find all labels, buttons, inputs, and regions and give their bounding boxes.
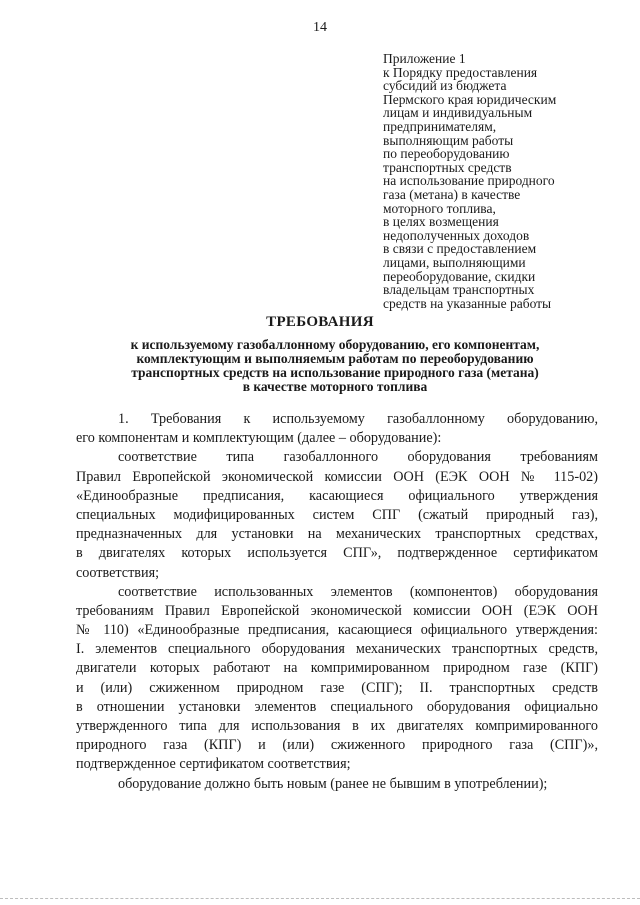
body-line: двигатели которых работают на компримированном природном газе (КПГ) bbox=[76, 660, 598, 677]
appendix-line: владельцам транспортных bbox=[383, 282, 535, 298]
body-line: его компонентам и комплектующим (далее – оборудование): bbox=[76, 430, 442, 447]
bottom-rule bbox=[0, 898, 640, 900]
subtitle-line: транспортных средств на использование природного газа (метана) bbox=[131, 365, 539, 380]
body-line: № 110) «Единообразные предписания, касающиеся официального утверждения: bbox=[76, 622, 598, 639]
body-line: специальных модифицированных систем СПГ (сжатый природный газ), bbox=[76, 506, 598, 523]
body-line: природного газа (КПГ) и (или) сжиженного природного газа (СПГ)», bbox=[76, 737, 598, 754]
appendix-line: средств на указанные работы bbox=[383, 295, 552, 311]
body-line: в отношении установки элементов специального оборудования официально bbox=[76, 698, 598, 715]
document-subtitle bbox=[70, 338, 600, 394]
subtitle-line: в качестве моторного топлива bbox=[242, 379, 428, 394]
appendix-line: Приложение 1 bbox=[383, 51, 466, 66]
appendix-line: транспортных средств bbox=[383, 159, 512, 175]
body-line: предназначенных для установки на механических транспортных средствах, bbox=[76, 526, 598, 543]
appendix-line: субсидий из бюджета bbox=[383, 78, 507, 94]
body-line: I. элементов специального оборудования механических транспортных средств, bbox=[76, 641, 598, 658]
appendix-line: по переоборудованию bbox=[383, 146, 510, 162]
appendix-line: лицами, выполняющими bbox=[383, 254, 526, 270]
document-body bbox=[76, 410, 598, 794]
body-line: требованиям Правил Европейской экономической комиссии ООН (ЕЭК ООН bbox=[76, 602, 598, 619]
appendix-line: на использование природного bbox=[383, 173, 555, 189]
body-line: в двигателях которых используется СПГ», подтвержденное сертификатом bbox=[76, 545, 598, 562]
page-number: 14 bbox=[313, 20, 327, 35]
body-line: и (или) сжиженном природном газе (СПГ); II. транспортных средств bbox=[76, 679, 598, 696]
appendix-line: в связи с предоставлением bbox=[383, 241, 537, 257]
appendix-line: газа (метана) в качестве bbox=[383, 186, 521, 202]
body-line: Правил Европейской экономической комиссии ООН (ЕЭК ООН № 115-02) bbox=[76, 468, 598, 485]
subtitle-line: к используемому газобаллонному оборудованию, его компонентам, bbox=[130, 337, 540, 352]
appendix-line: недополученных доходов bbox=[383, 227, 530, 243]
body-line: оборудование должно быть новым (ранее не бывшим в употреблении); bbox=[118, 775, 548, 792]
body-line: подтвержденное сертификатом соответствия; bbox=[76, 756, 351, 773]
appendix-line: в целях возмещения bbox=[383, 214, 499, 230]
appendix-line: переоборудование, скидки bbox=[383, 268, 536, 284]
body-line: соответствие типа газобаллонного оборудования требованиям bbox=[118, 449, 598, 466]
appendix-line: к Порядку предоставления bbox=[383, 64, 538, 80]
appendix-line: Пермского края юридическим bbox=[383, 91, 557, 107]
body-line: утвержденного типа для использования в их двигателях компримированного bbox=[76, 718, 598, 734]
appendix-block bbox=[383, 52, 613, 310]
body-line: соответствия; bbox=[76, 564, 160, 581]
body-line: соответствие использованных элементов (компонентов) оборудования bbox=[118, 583, 598, 600]
body-line: 1. Требования к используемому газобаллонному оборудованию, bbox=[118, 411, 598, 427]
document-title: ТРЕБОВАНИЯ bbox=[266, 314, 374, 330]
appendix-line: лицам и индивидуальным bbox=[383, 105, 533, 121]
body-line: «Единообразные предписания, касающиеся официального утверждения bbox=[76, 487, 598, 504]
appendix-line: выполняющим работы bbox=[383, 132, 514, 148]
appendix-line: предпринимателям, bbox=[383, 118, 497, 134]
subtitle-line: комплектующим и выполняемым работам по переоборудованию bbox=[136, 351, 534, 366]
appendix-line: моторного топлива, bbox=[383, 200, 496, 216]
